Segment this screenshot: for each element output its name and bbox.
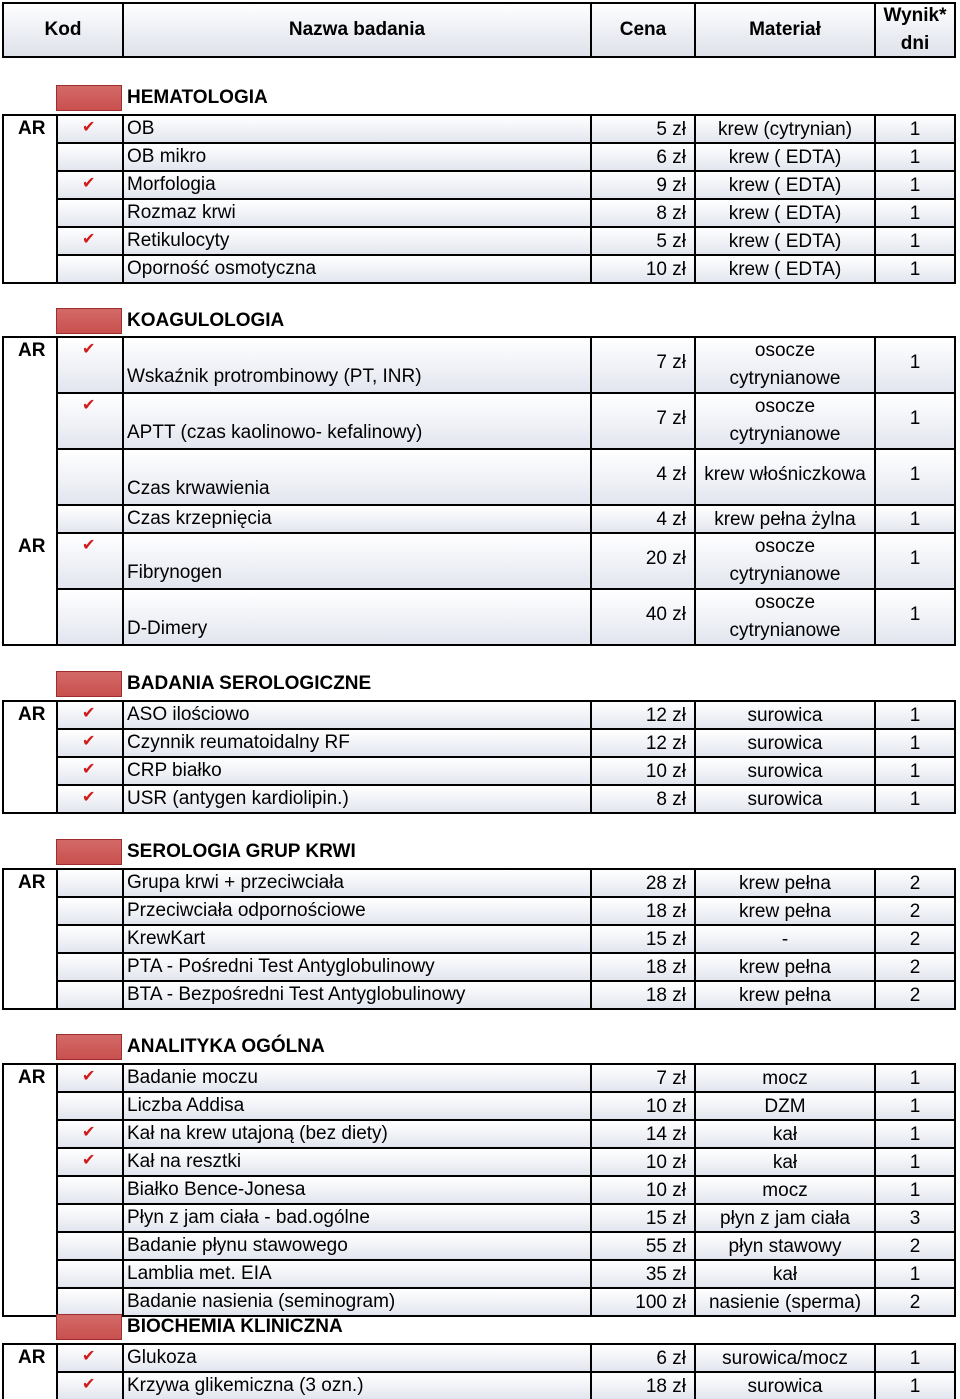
test-name: Grupa krwi + przeciwciała — [127, 872, 344, 893]
result-days: 1 — [909, 509, 921, 530]
column-divider — [590, 924, 592, 954]
check-icon: ✔ — [82, 705, 96, 722]
test-name: Czynnik reumatoidalny RF — [127, 732, 350, 753]
test-price: 18 zł — [645, 985, 686, 1006]
result-days: 2 — [909, 901, 921, 922]
test-material: krew pełna — [739, 873, 831, 894]
test-price: 4 zł — [656, 509, 686, 530]
column-divider — [122, 198, 124, 228]
column-divider — [122, 980, 124, 1010]
column-divider — [590, 114, 592, 144]
check-icon: ✔ — [82, 231, 96, 248]
test-price: 10 zł — [645, 1152, 686, 1173]
result-days: 1 — [909, 789, 921, 810]
column-divider — [590, 952, 592, 982]
result-days: 3 — [909, 1208, 921, 1229]
header-kod — [2, 2, 124, 58]
result-days: 1 — [909, 175, 921, 196]
column-divider — [122, 114, 124, 144]
test-price: 18 zł — [645, 1376, 686, 1397]
test-name: Liczba Addisa — [127, 1095, 245, 1116]
column-divider — [590, 1287, 592, 1317]
test-material: krew ( EDTA) — [728, 203, 842, 224]
test-name: Badanie moczu — [127, 1067, 258, 1088]
result-days: 1 — [909, 1376, 921, 1397]
ar-code: AR — [18, 340, 46, 361]
column-divider — [122, 1231, 124, 1261]
test-material: krew ( EDTA) — [728, 175, 842, 196]
test-material: DZM — [764, 1096, 806, 1117]
test-name: CRP białko — [127, 760, 222, 781]
column-divider — [590, 980, 592, 1010]
test-material: krew ( EDTA) — [728, 231, 842, 252]
test-material: surowica — [747, 1376, 823, 1397]
column-divider — [590, 142, 592, 172]
column-divider — [590, 1091, 592, 1121]
test-price: 7 zł — [656, 408, 686, 429]
test-price: 10 zł — [645, 259, 686, 280]
result-days: 1 — [909, 119, 921, 140]
test-price: 12 zł — [645, 705, 686, 726]
column-divider — [122, 868, 124, 898]
result-days: 1 — [909, 1348, 921, 1369]
header-nazwa — [122, 2, 592, 58]
header-cena — [590, 2, 696, 58]
header-kod-label: Kod — [44, 19, 82, 40]
code-column — [2, 336, 58, 646]
test-name: Oporność osmotyczna — [127, 258, 317, 279]
result-days: 1 — [909, 1068, 921, 1089]
test-name: Retikulocyty — [127, 230, 230, 251]
result-days: 1 — [909, 464, 921, 485]
section-marker — [56, 671, 122, 697]
column-divider — [590, 1343, 592, 1373]
result-days: 1 — [909, 604, 921, 625]
test-material: surowica — [747, 789, 823, 810]
test-name: Kał na resztki — [127, 1151, 242, 1172]
column-divider — [590, 226, 592, 256]
column-divider — [590, 784, 592, 814]
column-divider — [590, 700, 592, 730]
column-divider — [122, 504, 124, 534]
section-marker — [56, 1314, 122, 1340]
test-name: D-Dimery — [127, 618, 208, 639]
test-material: krew pełna — [739, 985, 831, 1006]
test-material: osocze cytrynianowe — [729, 340, 841, 389]
section-marker — [56, 1034, 122, 1060]
test-name: Morfologia — [127, 174, 216, 195]
header-nazwa-label: Nazwa badania — [288, 19, 426, 40]
check-icon: ✔ — [82, 761, 96, 778]
column-divider — [122, 1203, 124, 1233]
test-price: 35 zł — [645, 1264, 686, 1285]
result-days: 1 — [909, 352, 921, 373]
section-title: KOAGULOLOGIA — [127, 310, 285, 331]
test-material: krew (cytrynian) — [717, 119, 853, 140]
column-divider — [590, 1175, 592, 1205]
result-days: 1 — [909, 733, 921, 754]
section-title: BIOCHEMIA KLINICZNA — [127, 1316, 343, 1337]
test-name: Badanie płynu stawowego — [127, 1235, 348, 1256]
ar-code: AR — [18, 1347, 46, 1368]
header-wynik-label: Wynik* — [883, 5, 947, 26]
test-price: 14 zł — [645, 1124, 686, 1145]
column-divider — [590, 728, 592, 758]
result-days: 2 — [909, 1236, 921, 1257]
result-days: 1 — [909, 761, 921, 782]
column-divider — [590, 756, 592, 786]
test-name: APTT (czas kaolinowo- kefalinowy) — [127, 422, 423, 443]
test-name: PTA - Pośredni Test Antyglobulinowy — [127, 956, 435, 977]
check-icon: ✔ — [82, 1348, 96, 1365]
column-divider — [122, 448, 124, 506]
test-price: 6 zł — [656, 1348, 686, 1369]
column-divider — [590, 198, 592, 228]
column-divider — [122, 700, 124, 730]
test-material: osocze cytrynianowe — [729, 536, 841, 585]
column-divider — [590, 448, 592, 506]
column-divider — [122, 896, 124, 926]
test-material: mocz — [762, 1068, 808, 1089]
column-divider — [122, 336, 124, 394]
result-days: 1 — [909, 705, 921, 726]
check-icon: ✔ — [82, 537, 96, 554]
column-divider — [122, 756, 124, 786]
test-material: osocze cytrynianowe — [729, 592, 841, 641]
result-days: 2 — [909, 929, 921, 950]
ar-code: AR — [18, 536, 46, 557]
test-price: 18 zł — [645, 901, 686, 922]
test-price: 28 zł — [645, 873, 686, 894]
result-days: 1 — [909, 1096, 921, 1117]
column-divider — [122, 1343, 124, 1373]
check-icon: ✔ — [82, 1124, 96, 1141]
column-divider — [122, 1147, 124, 1177]
test-name: USR (antygen kardiolipin.) — [127, 788, 349, 809]
section-title: BADANIA SEROLOGICZNE — [127, 673, 372, 694]
header-wynik — [874, 2, 956, 58]
column-divider — [590, 868, 592, 898]
section-title: SEROLOGIA GRUP KRWI — [127, 841, 356, 862]
test-price: 10 zł — [645, 1096, 686, 1117]
result-days: 1 — [909, 1152, 921, 1173]
test-name: Lamblia met. EIA — [127, 1263, 272, 1284]
test-name: OB mikro — [127, 146, 207, 167]
column-divider — [122, 1063, 124, 1093]
test-price: 12 zł — [645, 733, 686, 754]
column-divider — [590, 896, 592, 926]
column-divider — [122, 1175, 124, 1205]
result-days: 1 — [909, 231, 921, 252]
test-material: krew włośniczkowa — [704, 464, 866, 485]
result-days: 1 — [909, 548, 921, 569]
column-divider — [590, 336, 592, 394]
test-name: Glukoza — [127, 1347, 197, 1368]
result-days: 2 — [909, 985, 921, 1006]
column-divider — [122, 1259, 124, 1289]
test-material: kał — [772, 1124, 798, 1145]
result-days: 1 — [909, 1124, 921, 1145]
column-divider — [590, 532, 592, 590]
test-price: 8 zł — [656, 203, 686, 224]
result-days: 2 — [909, 873, 921, 894]
result-days: 1 — [909, 203, 921, 224]
test-material: surowica — [747, 733, 823, 754]
column-divider — [590, 1259, 592, 1289]
test-material: mocz — [762, 1180, 808, 1201]
column-divider — [122, 1371, 124, 1399]
test-price: 55 zł — [645, 1236, 686, 1257]
test-price: 4 zł — [656, 464, 686, 485]
column-divider — [122, 1091, 124, 1121]
test-price: 7 zł — [656, 352, 686, 373]
column-divider — [590, 1147, 592, 1177]
test-material: krew ( EDTA) — [728, 147, 842, 168]
test-price: 18 zł — [645, 957, 686, 978]
section-marker — [56, 839, 122, 865]
test-price: 40 zł — [645, 604, 686, 625]
test-name: OB — [127, 118, 155, 139]
column-divider — [590, 254, 592, 284]
test-material: krew pełna — [739, 901, 831, 922]
test-name: Badanie nasienia (seminogram) — [127, 1291, 396, 1312]
column-divider — [122, 728, 124, 758]
test-name: Płyn z jam ciała - bad.ogólne — [127, 1207, 370, 1228]
test-name: Czas krzepnięcia — [127, 508, 272, 529]
column-divider — [590, 392, 592, 450]
test-material: surowica/mocz — [722, 1348, 848, 1369]
result-days: 1 — [909, 1264, 921, 1285]
test-price: 6 zł — [656, 147, 686, 168]
test-name: Białko Bence-Jonesa — [127, 1179, 306, 1200]
check-icon: ✔ — [82, 341, 96, 358]
column-divider — [122, 1119, 124, 1149]
check-icon: ✔ — [82, 789, 96, 806]
check-icon: ✔ — [82, 1068, 96, 1085]
test-material: surowica — [747, 705, 823, 726]
result-days: 1 — [909, 1180, 921, 1201]
column-divider — [122, 392, 124, 450]
test-material: płyn stawowy — [728, 1236, 842, 1257]
test-name: Przeciwciała odpornościowe — [127, 900, 366, 921]
column-divider — [590, 1063, 592, 1093]
header-material — [694, 2, 876, 58]
test-material: - — [781, 929, 789, 950]
ar-code: AR — [18, 704, 46, 725]
section-title: HEMATOLOGIA — [127, 87, 268, 108]
ar-code: AR — [18, 872, 46, 893]
test-name: KrewKart — [127, 928, 206, 949]
test-name: Kał na krew utajoną (bez diety) — [127, 1123, 388, 1144]
column-divider — [122, 254, 124, 284]
header-material-label: Materiał — [749, 19, 821, 40]
test-name: Krzywa glikemiczna (3 ozn.) — [127, 1375, 364, 1396]
test-price: 15 zł — [645, 1208, 686, 1229]
test-material: osocze cytrynianowe — [729, 396, 841, 445]
column-divider — [590, 1371, 592, 1399]
section-marker — [56, 308, 122, 334]
result-days: 1 — [909, 147, 921, 168]
check-icon: ✔ — [82, 119, 96, 136]
test-material: krew pełna żylna — [714, 509, 856, 530]
test-price: 20 zł — [645, 548, 686, 569]
test-name: Rozmaz krwi — [127, 202, 236, 223]
column-divider — [590, 170, 592, 200]
test-material: surowica — [747, 761, 823, 782]
test-name: BTA - Bezpośredni Test Antyglobulinowy — [127, 984, 466, 1005]
ar-code: AR — [18, 1067, 46, 1088]
check-icon: ✔ — [82, 1152, 96, 1169]
test-name: ASO ilościowo — [127, 704, 250, 725]
test-name: Fibrynogen — [127, 562, 223, 583]
section-marker — [56, 85, 122, 111]
test-name: Czas krwawienia — [127, 478, 270, 499]
column-divider — [122, 142, 124, 172]
test-material: krew ( EDTA) — [728, 259, 842, 280]
header-cena-label: Cena — [619, 19, 667, 40]
test-price: 15 zł — [645, 929, 686, 950]
test-price: 5 zł — [656, 119, 686, 140]
check-icon: ✔ — [82, 175, 96, 192]
test-price: 7 zł — [656, 1068, 686, 1089]
test-material: kał — [772, 1264, 798, 1285]
column-divider — [590, 1119, 592, 1149]
result-days: 1 — [909, 259, 921, 280]
column-divider — [590, 504, 592, 534]
column-divider — [590, 588, 592, 646]
test-material: krew pełna — [739, 957, 831, 978]
column-divider — [122, 952, 124, 982]
column-divider — [122, 170, 124, 200]
test-name: Wskaźnik protrombinowy (PT, INR) — [127, 366, 422, 387]
test-material: kał — [772, 1152, 798, 1173]
column-divider — [122, 532, 124, 590]
column-divider — [590, 1203, 592, 1233]
check-icon: ✔ — [82, 733, 96, 750]
test-price: 10 zł — [645, 761, 686, 782]
column-divider — [590, 1231, 592, 1261]
column-divider — [122, 1287, 124, 1317]
column-divider — [122, 588, 124, 646]
code-column — [2, 1063, 58, 1317]
check-icon: ✔ — [82, 397, 96, 414]
column-divider — [122, 784, 124, 814]
test-price: 10 zł — [645, 1180, 686, 1201]
result-days: 2 — [909, 1292, 921, 1313]
test-price: 5 zł — [656, 231, 686, 252]
header-wynik-unit: dni — [900, 33, 930, 54]
check-icon: ✔ — [82, 1376, 96, 1393]
result-days: 1 — [909, 408, 921, 429]
column-divider — [122, 924, 124, 954]
test-price: 9 zł — [656, 175, 686, 196]
test-price: 100 zł — [635, 1292, 686, 1313]
test-material: płyn z jam ciała — [720, 1208, 850, 1229]
result-days: 2 — [909, 957, 921, 978]
ar-code: AR — [18, 118, 46, 139]
column-divider — [122, 226, 124, 256]
test-price: 8 zł — [656, 789, 686, 810]
section-title: ANALITYKA OGÓLNA — [127, 1036, 325, 1057]
test-material: nasienie (sperma) — [708, 1292, 862, 1313]
